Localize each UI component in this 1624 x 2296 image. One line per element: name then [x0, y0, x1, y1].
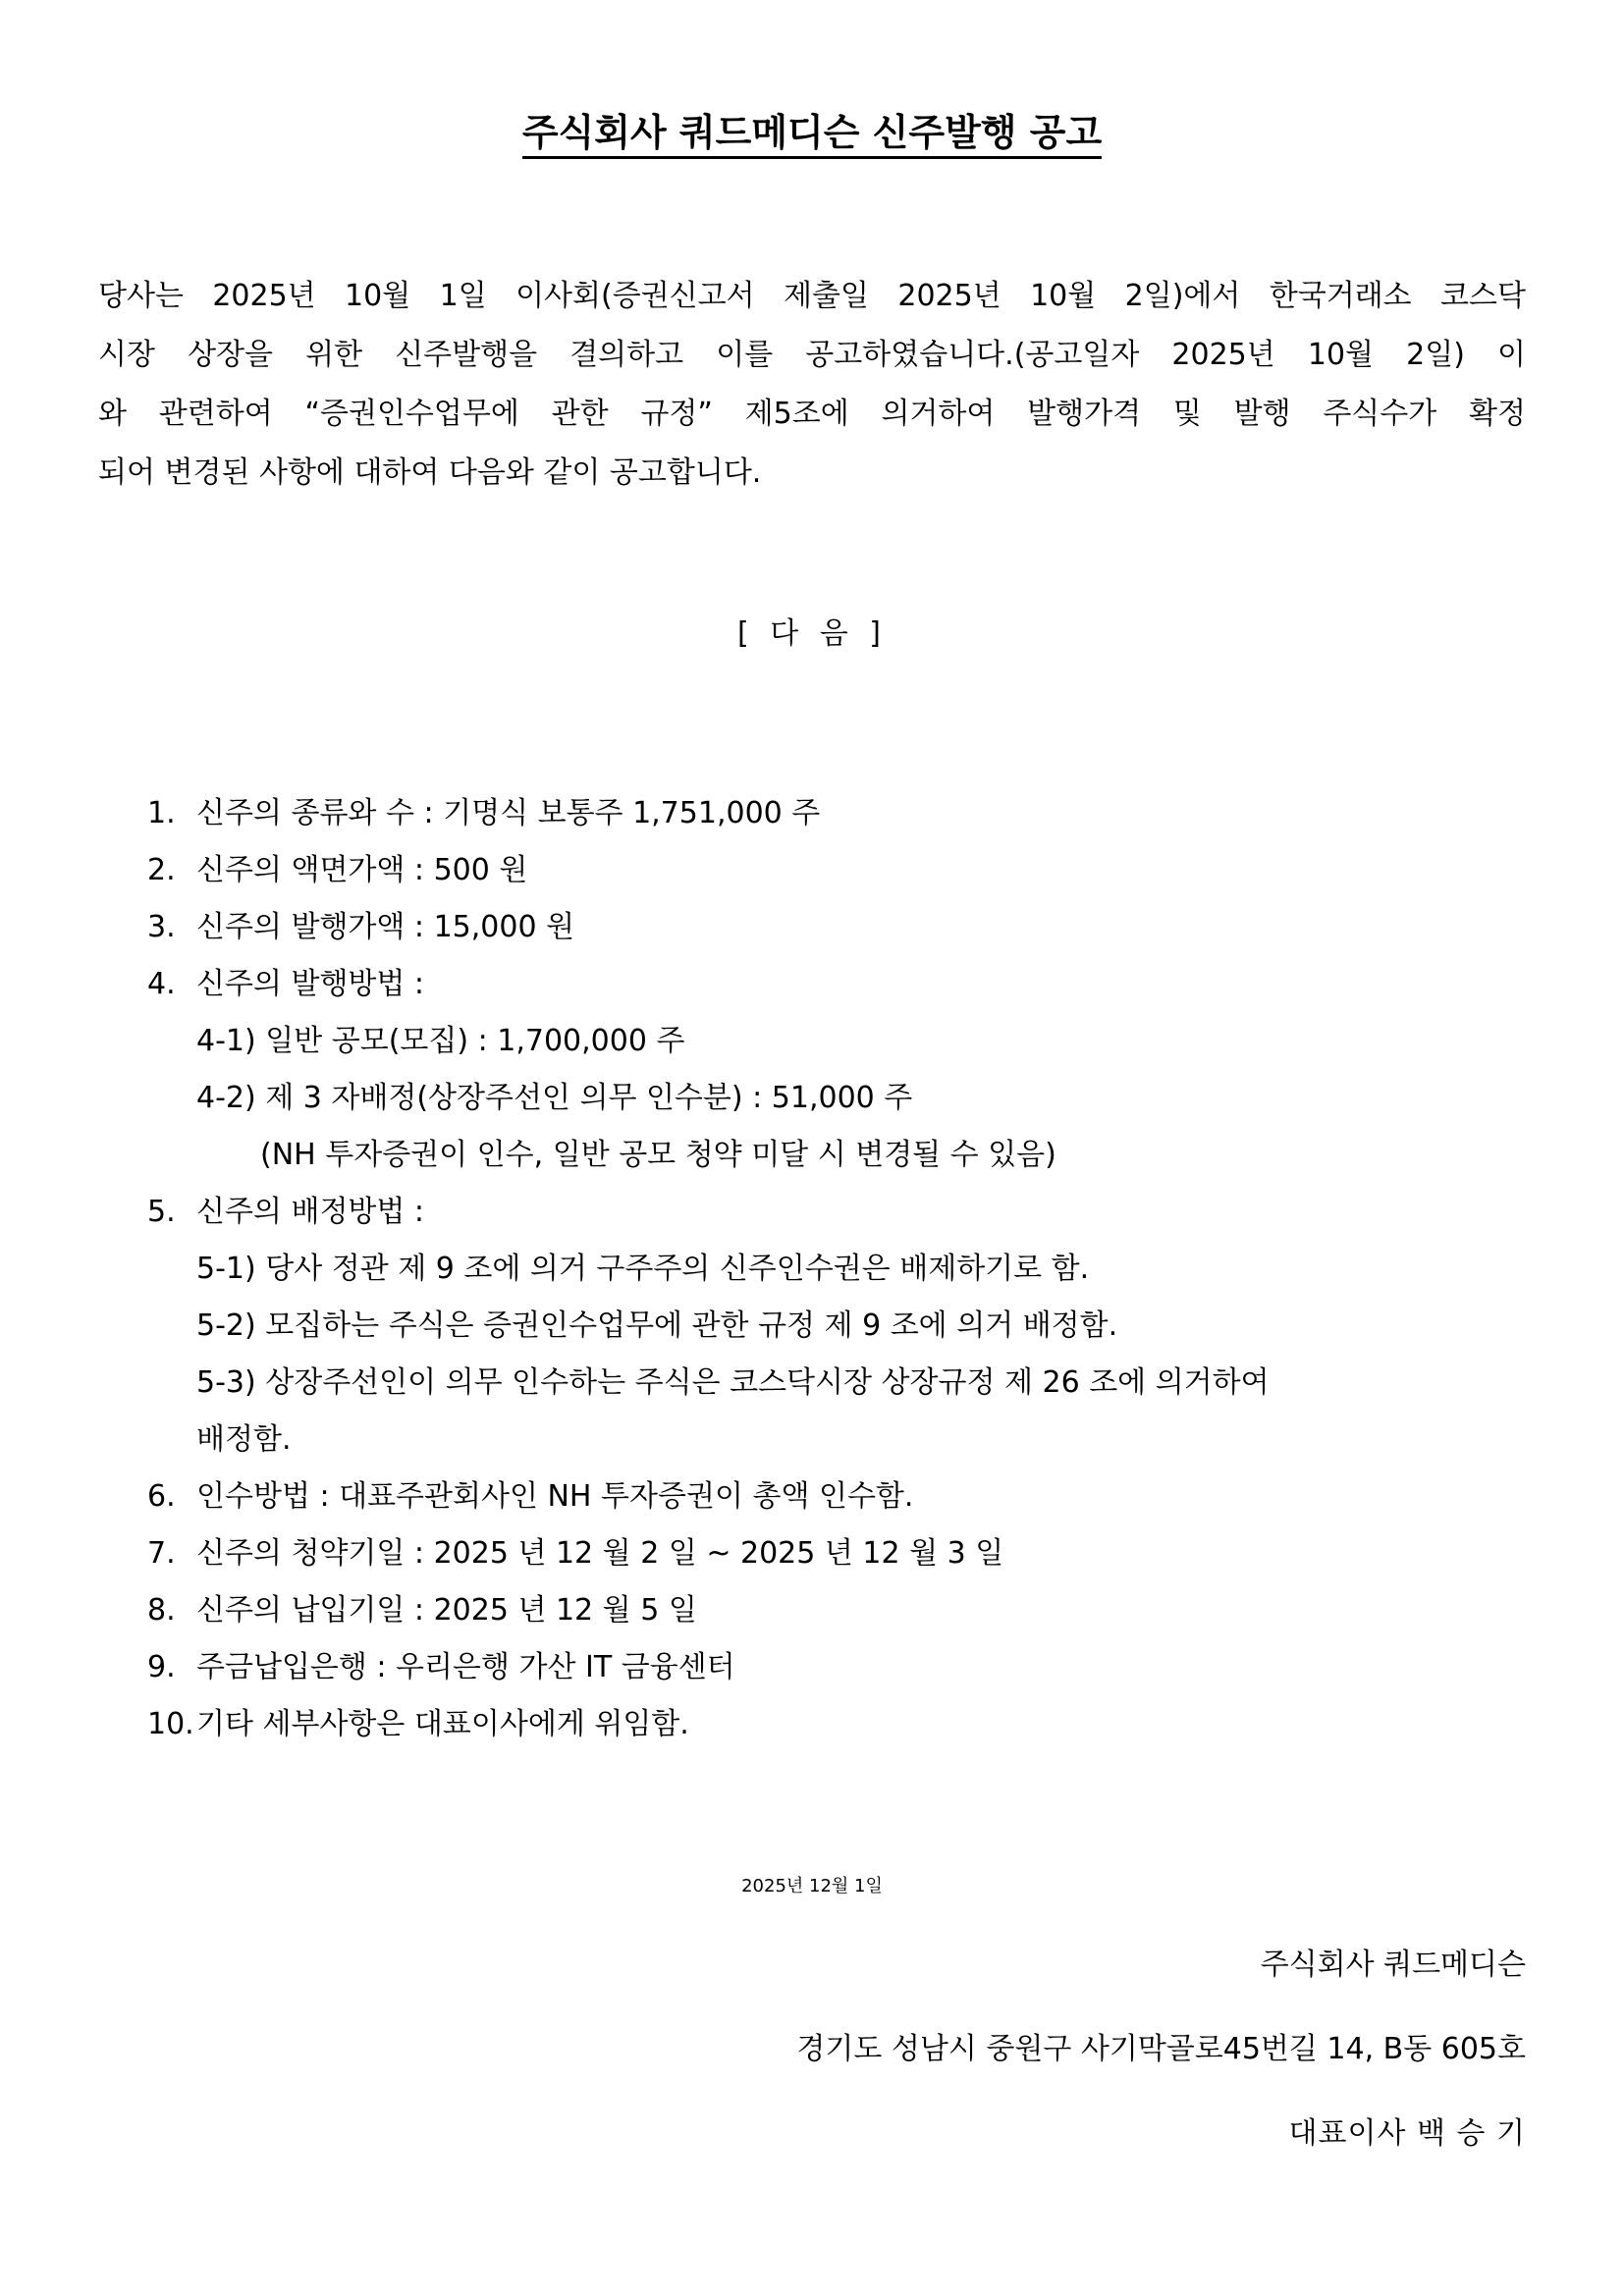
- intro-paragraph: [98, 267, 1526, 503]
- list-item-text: 신주의 청약기일 : 2025 년 12 월 2 일 ~ 2025 년 12 월 3 일: [196, 1536, 1004, 1571]
- notice-date: 2025년 12월 1일: [741, 1876, 883, 1896]
- sub-item-5-1: 5-1) 당사 정관 제 9 조에 의거 구주주의 신주인수권은 배제하기로 함.: [196, 1252, 1090, 1286]
- list-item-number: 8.: [147, 1593, 176, 1628]
- intro-line-4: 되어 변경된 사항에 대하여 다음와 같이 공고합니다.: [98, 455, 762, 490]
- notice-items-list: [147, 785, 1522, 1753]
- list-item-text: 신주의 납입기일 : 2025 년 12 월 5 일: [196, 1593, 697, 1628]
- document-title-text: 주식회사 쿼드메디슨 신주발행 공고: [522, 111, 1102, 159]
- sub-item-5-2: 5-2) 모집하는 주식은 증권인수업무에 관한 규정 제 9 조에 의거 배정함.: [196, 1308, 1118, 1343]
- section-heading-dahum: [ 다 음 ]: [737, 616, 887, 651]
- list-item-text: 기타 세부사항은 대표이사에게 위임함.: [196, 1707, 689, 1741]
- list-item-number: 1.: [147, 796, 176, 830]
- list-item-text: 신주의 발행가액 : 15,000 원: [196, 910, 575, 944]
- list-item-number: 10.: [147, 1707, 194, 1741]
- sub-item-4-note: (NH 투자증권이 인수, 일반 공모 청약 미달 시 변경될 수 있음): [260, 1138, 1056, 1172]
- list-item-2: [147, 842, 1522, 899]
- list-item-text: 주금납입은행 : 우리은행 가산 IT 금융센터: [196, 1650, 735, 1684]
- list-item-7: [147, 1525, 1522, 1582]
- list-item-number: 3.: [147, 910, 176, 944]
- list-item-text: 신주의 발행방법 :: [196, 967, 425, 1001]
- list-item-10: [147, 1696, 1522, 1753]
- list-item-number: 5.: [147, 1195, 176, 1229]
- list-item-number: 2.: [147, 853, 176, 887]
- list-item-number: 7.: [147, 1536, 176, 1571]
- list-item-number: 6.: [147, 1479, 176, 1514]
- list-item-text: 인수방법 : 대표주관회사인 NH 투자증권이 총액 인수함.: [196, 1479, 914, 1514]
- sub-item-4-2: 4-2) 제 3 자배정(상장주선인 의무 인수분) : 51,000 주: [196, 1081, 913, 1115]
- list-item-8: [147, 1582, 1522, 1639]
- intro-line-2: 시장 상장을 위한 신주발행을 결의하고 이를 공고하였습니다.(공고일자 2025년 10월 2일) 이: [98, 338, 1526, 372]
- list-item-1: [147, 785, 1522, 842]
- sub-item-4-1: 4-1) 일반 공모(모집) : 1,700,000 주: [196, 1024, 685, 1058]
- list-item-number: 4.: [147, 967, 176, 1001]
- sub-item-5-3-continued: 배정함.: [196, 1422, 292, 1457]
- intro-line-1: 당사는 2025년 10월 1일 이사회(증권신고서 제출일 2025년 10월 2일)에서 한국거래소 코스닥: [98, 279, 1526, 313]
- list-item-4: [147, 956, 1522, 1013]
- intro-line-3: 와 관련하여 “증권인수업무에 관한 규정” 제5조에 의거하여 발행가격 및 발행 주식수가 확정: [98, 397, 1526, 431]
- list-item-text: 신주의 종류와 수 : 기명식 보통주 1,751,000 주: [196, 796, 821, 830]
- list-item-9: [147, 1639, 1522, 1696]
- company-address: 경기도 성남시 중원구 사기막골로45번길 14, B동 605호: [796, 2032, 1526, 2066]
- company-name: 주식회사 쿼드메디슨: [1260, 1948, 1526, 1982]
- list-item-3: [147, 899, 1522, 956]
- list-item-6: [147, 1468, 1522, 1525]
- list-item-text: 신주의 액면가액 : 500 원: [196, 853, 528, 887]
- list-item-5: [147, 1184, 1522, 1241]
- document-title: [0, 108, 1624, 157]
- ceo-signature-line: 대표이사 백 승 기: [1288, 2116, 1526, 2151]
- list-item-number: 9.: [147, 1650, 176, 1684]
- sub-item-5-3: 5-3) 상장주선인이 의무 인수하는 주식은 코스닥시장 상장규정 제 26 조에 의거하여: [196, 1365, 1270, 1400]
- list-item-text: 신주의 배정방법 :: [196, 1195, 425, 1229]
